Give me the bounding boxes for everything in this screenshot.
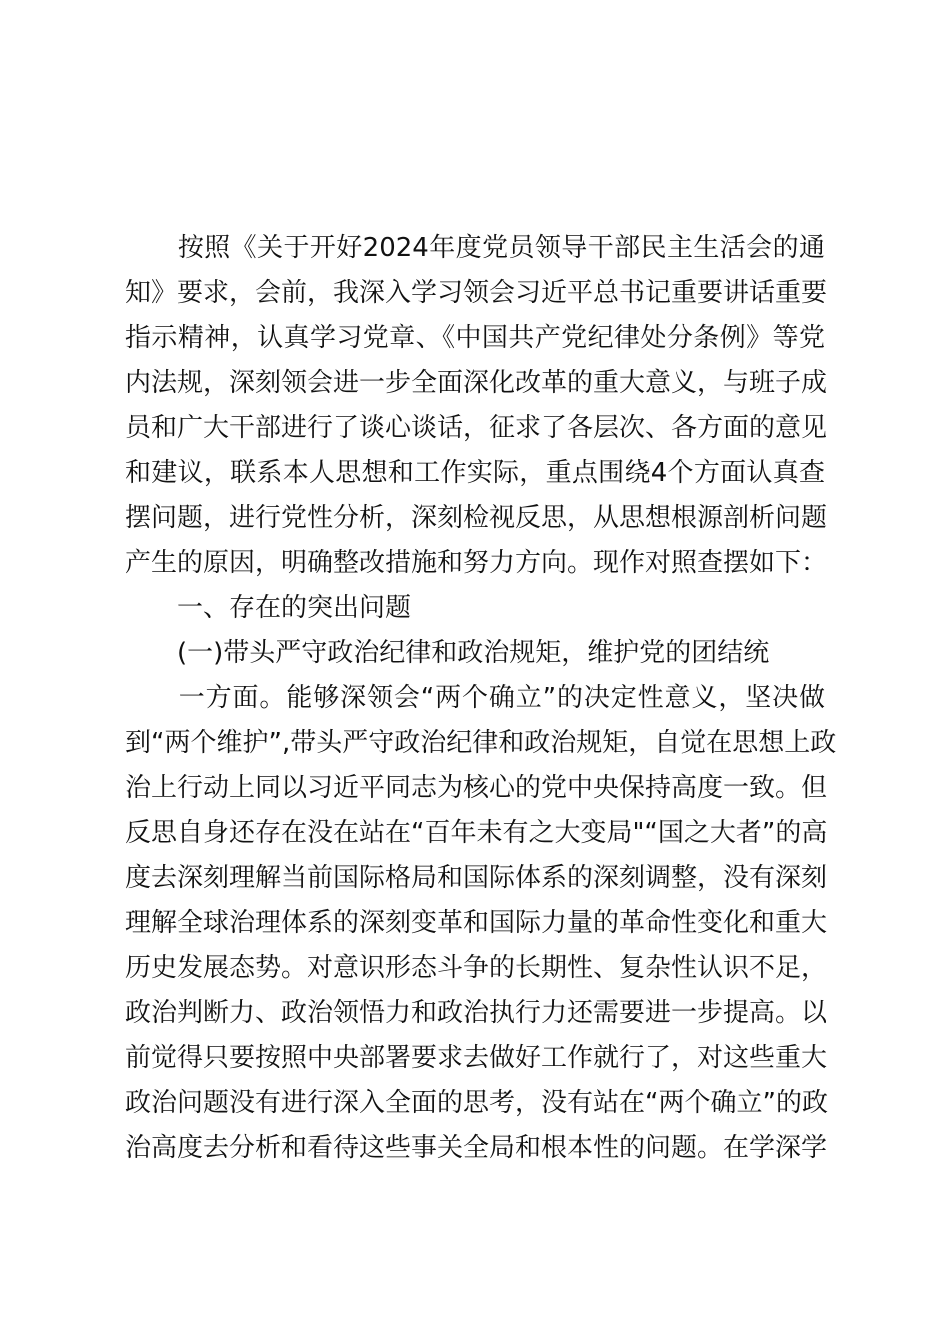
- body-line: 历史发展态势。对意识形态斗争的长期性、复杂性认识不足，: [125, 953, 828, 983]
- body-line: 治上行动上同以习近平同志为核心的党中央保持高度一致。但: [125, 773, 828, 803]
- body-line: 政治判断力、政治领悟力和政治执行力还需要进一步提高。以: [125, 998, 828, 1028]
- intro-line: 内法规，深刻领会进一步全面深化改革的重大意义，与班子成: [125, 368, 828, 398]
- body-line: 理解全球治理体系的深刻变革和国际力量的革命性变化和重大: [125, 908, 828, 938]
- intro-line: 指示精神，认真学习党章、《中国共产党纪律处分条例》等党: [125, 323, 825, 353]
- intro-line: 和建议，联系本人思想和工作实际，重点围绕4个方面认真查: [125, 458, 825, 488]
- section-heading: 一、存在的突出问题: [125, 593, 412, 623]
- intro-line: 按照《关于开好2024年度党员领导干部民主生活会的通: [125, 233, 825, 263]
- body-line: 度去深刻理解当前国际格局和国际体系的深刻调整，没有深刻: [125, 863, 828, 893]
- body-line: 前觉得只要按照中央部署要求去做好工作就行了，对这些重大: [125, 1043, 828, 1073]
- intro-line: 摆问题，进行党性分析，深刻检视反思，从思想根源剖析问题: [125, 503, 828, 533]
- body-line: 一方面。能够深领会“两个确立”的决定性意义，坚决做: [125, 683, 825, 713]
- intro-line: 知》要求，会前，我深入学习领会习近平总书记重要讲话重要: [125, 278, 828, 308]
- subsection-heading: (一)带头严守政治纪律和政治规矩，维护党的团结统: [125, 638, 770, 668]
- body-line: 治高度去分析和看待这些事关全局和根本性的问题。在学深学: [125, 1133, 828, 1163]
- intro-line: 员和广大干部进行了谈心谈话，征求了各层次、各方面的意见: [125, 413, 828, 443]
- intro-line: 产生的原因，明确整改措施和努力方向。现作对照查摆如下：: [125, 548, 828, 578]
- body-line: 反思自身还存在没在站在“百年未有之大变局"“国之大者”的高: [125, 818, 828, 848]
- document-body: [125, 226, 837, 1171]
- body-line: 政治问题没有进行深入全面的思考，没有站在“两个确立”的政: [125, 1088, 828, 1118]
- body-line: 到“两个维护”,带头严守政治纪律和政治规矩，自觉在思想上政: [125, 728, 837, 758]
